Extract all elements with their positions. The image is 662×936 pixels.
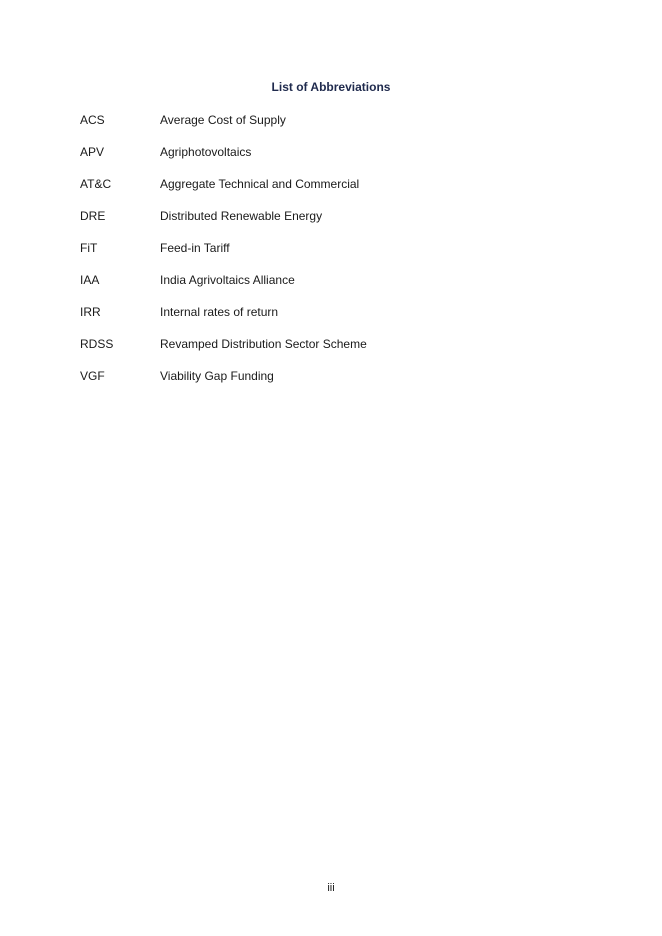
abbreviation-term: RDSS: [80, 337, 114, 351]
abbreviation-row: [80, 304, 580, 336]
abbreviation-list: [80, 112, 580, 400]
abbreviation-definition: Feed-in Tariff: [160, 241, 230, 255]
abbreviation-definition: Revamped Distribution Sector Scheme: [160, 337, 367, 351]
abbreviation-row: [80, 144, 580, 176]
abbreviation-definition: Internal rates of return: [160, 305, 279, 319]
page-title: List of Abbreviations: [271, 80, 391, 94]
abbreviation-definition: Aggregate Technical and Commercial: [160, 177, 360, 191]
abbreviation-term: VGF: [80, 369, 105, 383]
abbreviation-definition: Distributed Renewable Energy: [160, 209, 323, 223]
abbreviation-definition: Viability Gap Funding: [160, 369, 274, 383]
abbreviation-term: IRR: [80, 305, 101, 319]
abbreviation-row: [80, 112, 580, 144]
abbreviation-definition: Average Cost of Supply: [160, 113, 286, 127]
abbreviation-row: [80, 272, 580, 304]
abbreviation-term: ACS: [80, 113, 105, 127]
abbreviation-definition: India Agrivoltaics Alliance: [160, 273, 295, 287]
abbreviation-row: [80, 240, 580, 272]
abbreviation-term: APV: [80, 145, 105, 159]
abbreviation-row: [80, 336, 580, 368]
page-number: iii: [327, 882, 335, 894]
abbreviation-term: AT&C: [80, 177, 112, 191]
abbreviation-definition: Agriphotovoltaics: [160, 145, 252, 159]
abbreviation-term: IAA: [80, 273, 100, 287]
abbreviation-row: [80, 208, 580, 240]
abbreviation-term: DRE: [80, 209, 106, 223]
abbreviation-row: [80, 176, 580, 208]
abbreviation-term: FiT: [80, 241, 98, 255]
abbreviation-row: [80, 368, 580, 400]
